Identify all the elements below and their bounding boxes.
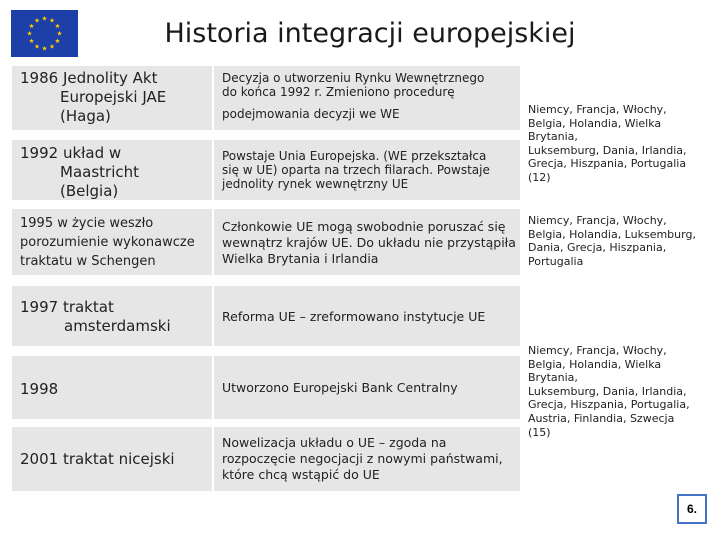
member-states-schengen [528, 214, 713, 268]
event-cell [12, 427, 214, 491]
description-line: podejmowania decyzji we WE [222, 107, 400, 121]
description-line: Reforma UE – zreformowano instytucje UE [222, 309, 486, 324]
table-row [12, 140, 520, 200]
member-line: Niemcy, Francja, Włochy, [528, 103, 667, 116]
event-line: Europejski JAE [60, 88, 167, 106]
member-line: Grecja, Hiszpania, Portugalia, [528, 398, 690, 412]
description-line: rozpoczęcie negocjacji z nowymi państwami, [222, 451, 503, 466]
description-line: do końca 1992 r. Zmieniono procedurę [222, 85, 455, 99]
description-line: jednolity rynek wewnętrzny UE [222, 177, 409, 191]
member-line: Portugalia [528, 254, 584, 268]
description-line: Decyzja o utworzeniu Rynku Wewnętrznego [222, 71, 485, 85]
description-line: się w UE) oparta na trzech filarach. Powstaje [222, 163, 490, 177]
member-line: Belgia, Holandia, Wielka Brytania, [528, 116, 662, 144]
member-line: Belgia, Holandia, Wielka Brytania, [528, 357, 662, 385]
table-row [12, 427, 520, 491]
event-line: 1986 Jednolity Akt [20, 69, 158, 87]
member-line: Austria, Finlandia, Szwecja [528, 411, 675, 425]
member-states-15 [528, 344, 713, 439]
page-title: Historia integracji europejskiej [164, 18, 576, 49]
description-cell [222, 140, 520, 200]
event-line: (Haga) [60, 107, 111, 125]
event-cell [12, 140, 214, 200]
member-line: Belgia, Holandia, Luksemburg, [528, 227, 696, 241]
event-line: (Belgia) [60, 182, 119, 200]
event-line: 2001 traktat nicejski [20, 450, 175, 468]
description-line: Utworzono Europejski Bank Centralny [222, 380, 458, 395]
description-line: Wielka Brytania i Irlandia [222, 251, 379, 266]
description-line: które chcą wstąpić do UE [222, 467, 380, 482]
member-line: (12) [528, 170, 551, 184]
event-cell [12, 356, 214, 419]
event-line: porozumienie wykonawcze [20, 235, 195, 250]
member-line: Dania, Grecja, Hiszpania, [528, 241, 667, 255]
description-cell [222, 286, 520, 346]
table-row [12, 286, 520, 346]
event-line: 1997 traktat [20, 298, 114, 316]
description-cell [222, 209, 520, 275]
table-row [12, 66, 520, 130]
member-states-12 [528, 103, 713, 185]
member-line: Niemcy, Francja, Włochy, [528, 344, 667, 357]
description-line: Powstaje Unia Europejska. (WE przekształca [222, 149, 487, 163]
table-row [12, 209, 520, 275]
description-cell [222, 66, 520, 130]
event-line: traktatu w Schengen [20, 254, 156, 269]
event-line: 1992 układ w [20, 144, 122, 162]
member-line: Niemcy, Francja, Włochy, [528, 214, 667, 227]
event-line: Maastricht [60, 163, 139, 181]
member-line: (15) [528, 425, 551, 439]
description-line: Nowelizacja układu o UE – zgoda na [222, 435, 447, 450]
member-line: Luksemburg, Dania, Irlandia, [528, 143, 687, 157]
event-cell [12, 286, 214, 346]
event-cell [12, 209, 214, 275]
table-row [12, 356, 520, 419]
description-cell [222, 427, 520, 491]
description-line: wewnątrz krajów UE. Do układu nie przystąpiła [222, 235, 516, 250]
event-cell [12, 66, 214, 130]
eu-flag-icon [11, 10, 78, 57]
member-line: Luksemburg, Dania, Irlandia, [528, 384, 687, 398]
description-line: Członkowie UE mogą swobodnie poruszać się [222, 219, 506, 234]
page-number: 6. [677, 494, 707, 524]
event-line: 1998 [20, 380, 59, 398]
member-line: Grecja, Hiszpania, Portugalia [528, 157, 687, 171]
event-line: amsterdamski [64, 317, 171, 335]
event-line: 1995 w życie weszło [20, 216, 154, 231]
description-cell [222, 356, 520, 419]
